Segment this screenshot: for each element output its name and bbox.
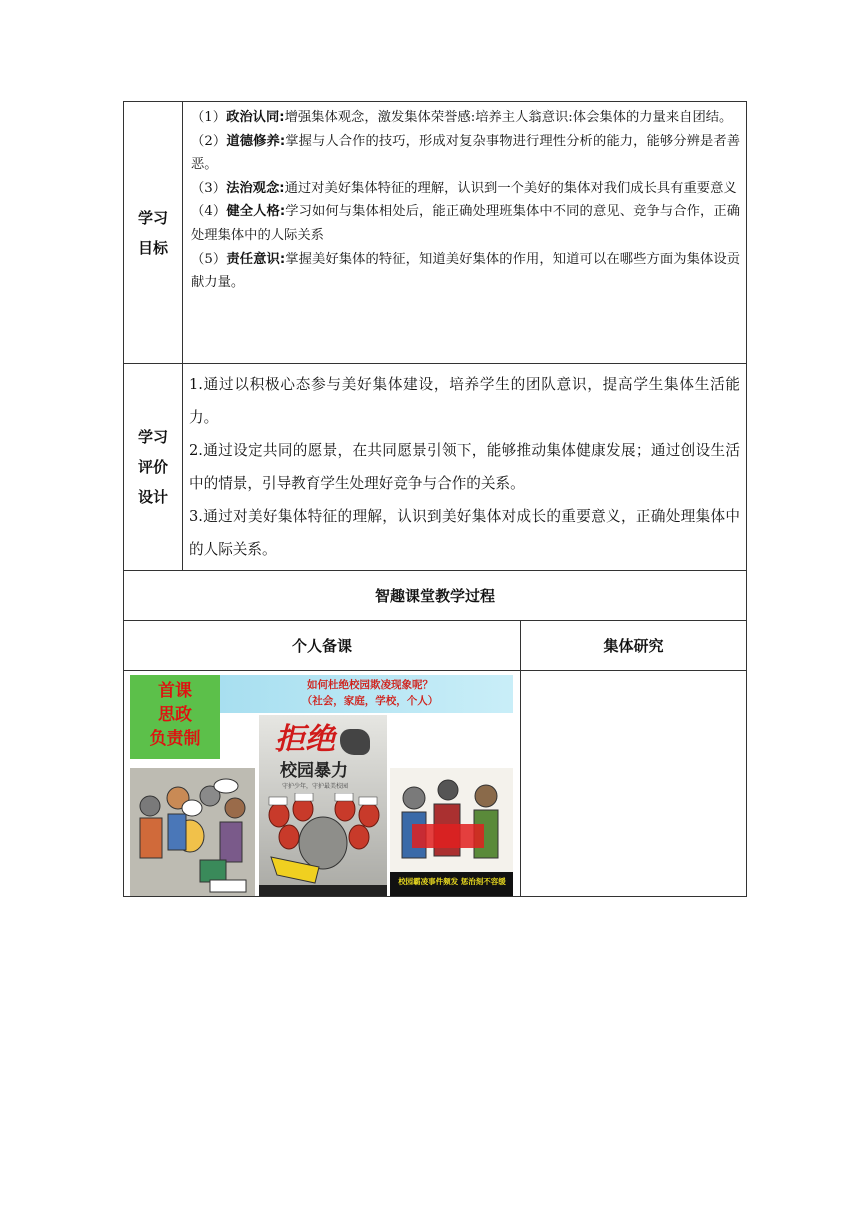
process-title-row [124,571,747,621]
school-violence-collage [130,675,513,896]
evaluation-label-line1: 学习 [137,428,168,446]
poster-title: 拒绝 [275,722,335,757]
evaluation-item: 3.通过对美好集体特征的理解，认识到美好集体对成长的重要意义，正确处理集体中的人际关系。 [189,508,741,558]
evaluation-label-line2: 评价 [137,458,168,476]
poster-crowd-drawing [259,793,387,896]
goal-item: （5）责任意识:掌握美好集体的特征，知道美好集体的作用，知道可以在哪些方面为集体设贡献力量。 [191,251,741,291]
collective-research-cell [521,671,747,897]
goals-row [124,102,747,364]
evaluation-item: 2.通过设定共同的愿景，在共同愿景引领下，能够推动集体健康发展；通过创设生活中的情景，引导教育学生处理好竞争与合作的关系。 [189,442,741,492]
goal-item: （4）健全人格:学习如何与集体相处后，能正确处理班集体中不同的意见、竞争与合作，正确处理集体中的人际关系 [191,204,741,243]
collage-cell [124,671,521,897]
lesson-plan-table [123,101,747,897]
banner-text: 如何杜绝校园欺凌现象呢？ （社会，家庭，学校，个人） [301,679,439,707]
goals-content [183,102,747,364]
goal-item: （3）法治观念:通过对美好集体特征的理解，认识到一个美好的集体对我们成长具有重要意义 [191,180,737,196]
goals-label-cell [124,102,183,364]
right-caption: 校园霸凌事件频发 惩治刻不容缓 [398,877,506,886]
evaluation-row [124,364,747,571]
goal-item: （1）政治认同:增强集体观念，激发集体荣誉感:培养主人翁意识:体会集体的力量来自团结。 [191,110,733,125]
evaluation-label-line3: 设计 [137,488,168,506]
poster-subtitle: 校园暴力 [280,761,348,781]
evaluation-label-cell [124,364,183,571]
collective-research-header: 集体研究 [521,621,747,671]
goal-item: （2）道德修养:掌握与人合作的技巧，形成对复杂事物进行理性分析的能力，能够分辨是者善恶。 [191,133,741,173]
process-title: 智趣课堂教学过程 [124,571,747,621]
goals-label-line1: 学习 [137,208,168,227]
badge-text: 首课 思政 负责制 [149,681,201,749]
columns-header-row [124,621,747,671]
poster-tagline: 守护少年，守护最美校园 [282,783,349,790]
personal-prep-header: 个人备课 [124,621,521,671]
fist-icon [340,729,370,755]
evaluation-item: 1.通过以积极心态参与美好集体建设，培养学生的团队意识，提高学生集体生活能力。 [189,376,741,426]
evaluation-content [183,364,747,571]
goals-label-line2: 目标 [137,238,168,257]
image-row [124,671,747,897]
cartoon-bullying-drawing [130,768,255,896]
